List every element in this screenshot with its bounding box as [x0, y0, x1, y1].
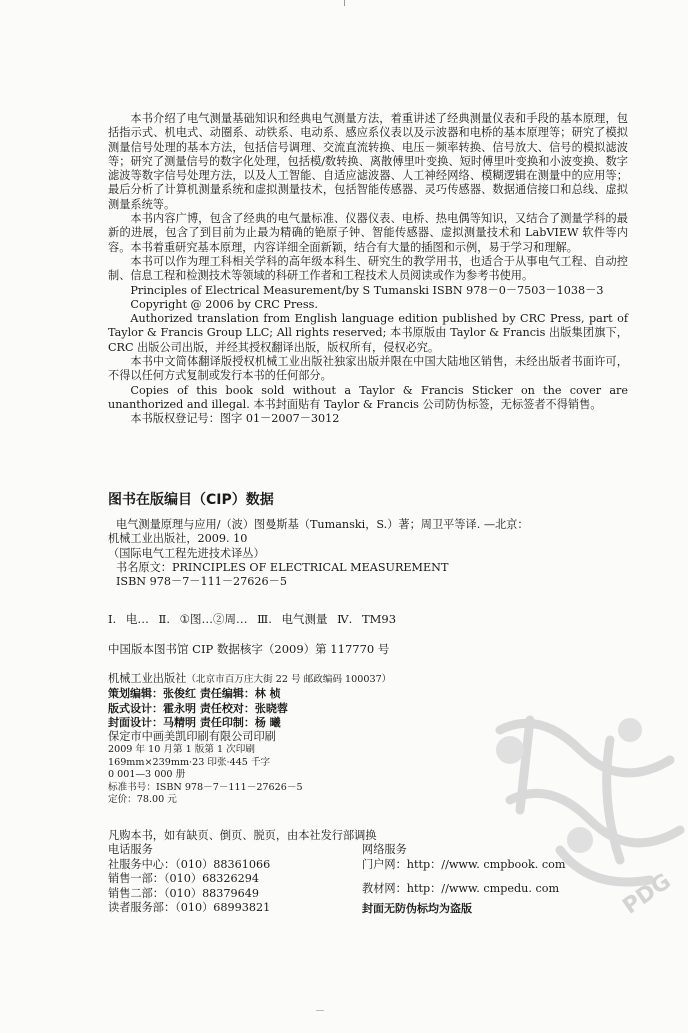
intro-paragraph-3: 本书可以作为理工科相关学科的高年级本科生、研究生的教学用书，也适合于从事电气工程、自动控制、信息工程和检测技术等领域的科研工作者和工程技术人员阅读或作为参考书使用。: [108, 254, 628, 283]
cip-line-2: 机械工业出版社，2009. 10: [108, 532, 248, 546]
cip-line-5: ISBN 978－7－111－27626－5: [116, 575, 287, 589]
publisher-address: （北京市百万庄大街 22 号 邮政编码 100037）: [186, 674, 392, 685]
defect-notice: 凡购本书，如有缺页、倒页、脱页，由本社发行部调换: [108, 829, 377, 842]
printer-line: 保定市中画美凯印刷有限公司印刷: [108, 730, 276, 744]
watermark-seal-icon: [470, 690, 688, 940]
intro-paragraph-1: 本书介绍了电气测量基础知识和经典电气测量方法，着重讲述了经典测量仪表和手段的基本原理，包括指示式、机电式、动圈系、动铁系、电动系、感应系仪表以及示波器和电桥的基本原理等；研究了模拟测量信号处理的基本方法，包括信号调理、交流直流转换、电压－频率转换、信号放大、信号的模拟滤波等；研究了测量信号的数字化处理，包括模/数转换、离散傅里叶变换、短时傅里叶变换和小波变换、数字滤波等数字信号处理方法，以及人工智能、自适应滤波器、人工神经网络、模糊逻辑在测量中的应用等；最后分析了计算机测量系统和虚拟测量技术，包括智能传感器、灵巧传感器、数据通信接口和总线、虚拟测量系统等。: [108, 112, 628, 211]
phone-sales-2: 销售二部：（010）88379649: [108, 886, 260, 900]
print-detail-1: 2009 年 10 月第 1 版第 1 次印刷: [108, 744, 255, 756]
print-detail-2: 169mm×239mm·23 印张·445 千字: [108, 756, 271, 768]
watermark-text: PDG: [618, 869, 676, 920]
print-detail-4: 标准书号：ISBN 978－7－111－27626－5: [108, 781, 303, 793]
cip-block: [108, 518, 628, 589]
classification-line: Ⅰ. 电… Ⅱ. ①图…②周… Ⅲ. 电气测量 Ⅳ. TM93: [108, 612, 397, 626]
phone-reader-service: 读者服务部：（010）68993821: [108, 901, 271, 915]
print-detail-3: 0 001—3 000 册: [108, 769, 186, 781]
book-description: [108, 112, 628, 427]
pdg-watermark: [470, 690, 688, 940]
registration-line: 本书版权登记号：图字 01－2007－3012: [130, 412, 340, 426]
original-title-line: Principles of Electrical Measurement/by S Tumanski ISBN 978－0－7503－1038－3: [130, 283, 604, 297]
edu-url: 教材网：http：//www. cmpedu. com: [362, 882, 560, 896]
cip-line-4: 书名原文：PRINCIPLES OF ELECTRICAL MEASUREMENT: [116, 560, 449, 574]
scan-mark: [344, 0, 345, 6]
web-heading: 网络服务: [362, 843, 407, 856]
portal-url: 门户网：http：//www. cmpbook. com: [362, 857, 566, 871]
sticker-statement: Copies of this book sold without a Taylor & Francis Sticker on the cover are unanthorized and illegal. 本书封面贴有 Taylor & Francis 公司防伪标签，无标签者不得销售。: [108, 383, 628, 411]
phone-service-center: 社服务中心：（010）88361066: [108, 857, 271, 871]
anti-fake-notice: 封面无防伪标均为盗版: [362, 901, 472, 915]
scan-mark-bottom: [316, 1010, 324, 1011]
staff-line-3: 封面设计：马精明 责任印制：杨 曦: [108, 715, 281, 729]
cip-line-3: （国际电气工程先进技术译丛）: [108, 546, 265, 560]
copyright-line: Copyright @ 2006 by CRC Press.: [130, 297, 318, 311]
publisher-line: [108, 672, 628, 687]
license-statement: 本书中文简体翻译版授权机械工业出版社独家出版并限在中国大陆地区销售，未经出版者书面许可，不得以任何方式复制或发行本书的任何部分。: [108, 355, 628, 383]
publisher-name: 机械工业出版社: [108, 672, 187, 685]
authorized-translation: Authorized translation from English language edition published by CRC Press, part of Taylor & Francis Group LLC; All rights reserved; 本书原版由 Taylor & Francis 出版集团旗下，CRC 出版公司出版，并经其授权翻译出版，版权所有，侵权必究。: [108, 312, 628, 354]
intro-paragraph-2: 本书内容广博，包含了经典的电气量标准、仪器仪表、电桥、热电偶等知识，又结合了测量学科的最新的进展，包含了到目前为止最为精确的铯原子钟、智能传感器、虚拟测量技术和 LabVIEW 软件等内容。本书着重研究基本原理，内容详细全面新颖，结合有大量的插图和示例，易于学习和理解。: [108, 212, 628, 254]
phone-sales-1: 销售一部：（010）68326294: [108, 872, 260, 886]
staff-line-2: 版式设计：霍永明 责任校对：张晓蓉: [108, 701, 288, 715]
print-detail-5: 定价：78.00 元: [108, 794, 177, 806]
phone-heading: 电话服务: [108, 843, 153, 856]
cip-number-line: 中国版本图书馆 CIP 数据核字（2009）第 117770 号: [108, 642, 390, 656]
phone-services: [108, 843, 328, 916]
cip-title: 图书在版编目（CIP）数据: [108, 492, 274, 508]
cip-line-1: 电气测量原理与应用/（波）图曼斯基（Tumanski，S.）著；周卫平等译. —北京：: [116, 518, 529, 531]
staff-line-1: 策划编辑：张俊红 责任编辑：林 桢: [108, 687, 281, 701]
